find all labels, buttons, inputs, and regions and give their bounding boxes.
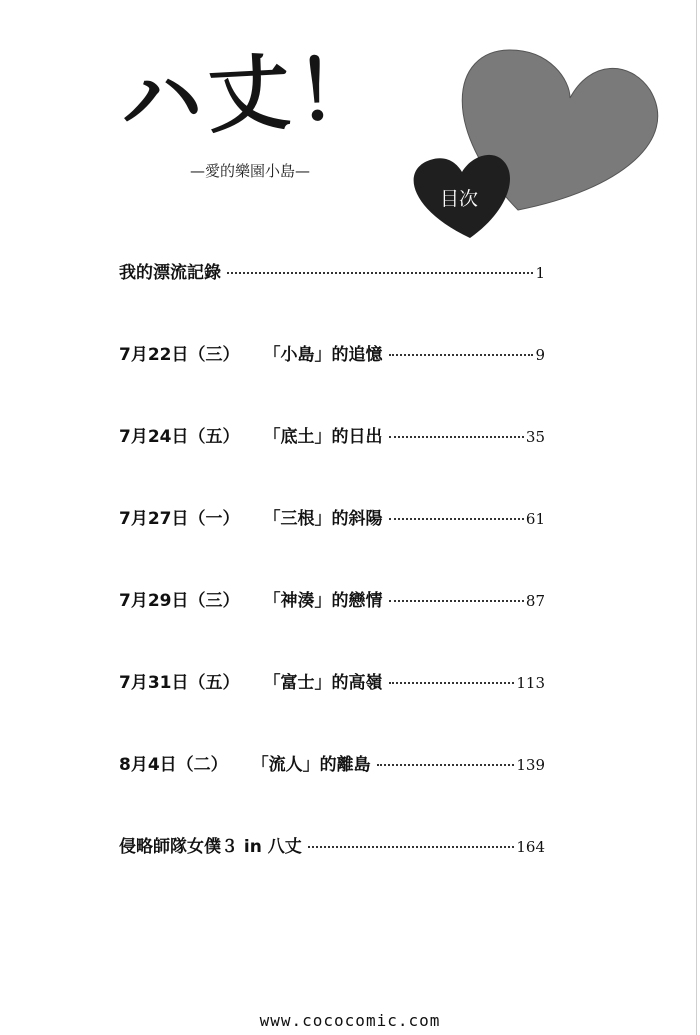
toc-entry-title: 「底土」的日出 [263, 427, 383, 447]
toc-heading: 目次 [440, 188, 479, 210]
toc-entry[interactable] [119, 668, 545, 750]
toc-entry[interactable] [119, 422, 545, 504]
toc-entry[interactable] [119, 258, 545, 340]
leader-dots [389, 354, 534, 356]
toc-entry-title: 「三根」的斜陽 [263, 509, 383, 529]
toc-entry-title: 侵略師隊女僕３ in 八丈 [119, 837, 302, 857]
toc-entry-page: 35 [525, 428, 545, 446]
leader-dots [389, 436, 524, 438]
toc-entry-date: 7月31日（五） [119, 673, 240, 693]
toc-entry-title: 「小島」的追憶 [263, 345, 383, 365]
toc-entry-page: 9 [535, 346, 545, 364]
toc-entry-date: 7月29日（三） [119, 591, 240, 611]
toc-entry[interactable] [119, 586, 545, 668]
toc-entry-title: 「富士」的高嶺 [263, 673, 383, 693]
toc-entry[interactable] [119, 832, 545, 914]
toc-entry-page: 113 [516, 674, 545, 692]
toc-entry-title: 「神湊」的戀情 [263, 591, 383, 611]
leader-dots [389, 600, 524, 602]
leader-dots [227, 272, 533, 274]
book-subtitle: —愛的樂園小島— [190, 162, 311, 180]
toc-entry-title: 我的漂流記錄 [119, 263, 221, 283]
leader-dots [389, 682, 515, 684]
toc-entry-date: 7月22日（三） [119, 345, 240, 365]
page-edge-line [696, 0, 697, 1035]
toc-entry[interactable] [119, 750, 545, 832]
toc-entry-page: 139 [516, 756, 545, 774]
leader-dots [389, 518, 524, 520]
book-logo: ハ丈！ [117, 41, 387, 150]
toc-entry-page: 87 [525, 592, 545, 610]
toc-entry-date: 7月27日（一） [119, 509, 240, 529]
leader-dots [308, 846, 515, 848]
toc-entry-page: 61 [525, 510, 545, 528]
toc-entry-date: 7月24日（五） [119, 427, 240, 447]
toc-entry-title: 「流人」的離島 [251, 755, 371, 775]
toc-entry-date: 8月4日（二） [119, 755, 228, 775]
leader-dots [377, 764, 515, 766]
toc-list [119, 258, 545, 914]
toc-entry[interactable] [119, 504, 545, 586]
toc-entry-page: 1 [535, 264, 545, 282]
footer-url[interactable]: www.cococomic.com [259, 1011, 441, 1030]
toc-entry[interactable] [119, 340, 545, 422]
hearts-graphic [400, 20, 680, 250]
toc-entry-page: 164 [516, 838, 545, 856]
